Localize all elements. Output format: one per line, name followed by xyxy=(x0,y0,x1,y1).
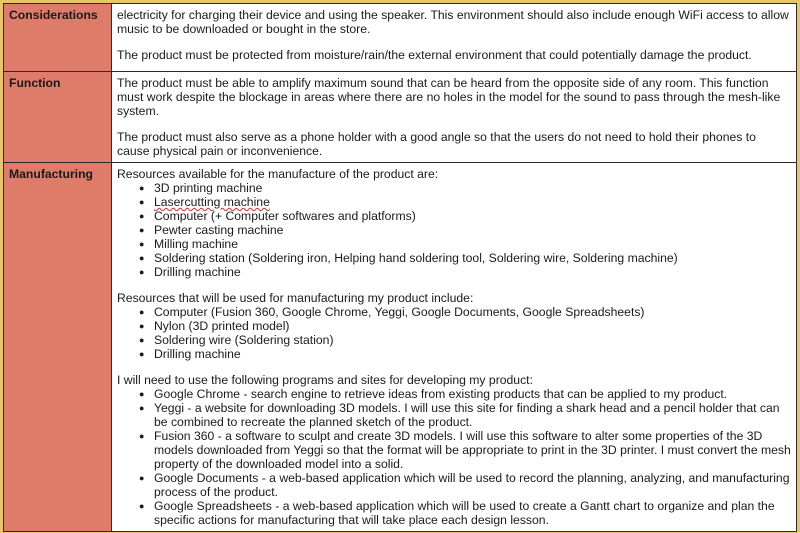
spellcheck-flagged-text: Lasercutting machine xyxy=(154,195,270,209)
list-item: ● Pewter casting machine xyxy=(154,223,791,237)
row-label-manufacturing: Manufacturing xyxy=(4,163,112,532)
bulleted-list xyxy=(117,305,791,361)
list-item: ● Nylon (3D printed model) xyxy=(154,319,791,333)
list-item: ● Drilling machine xyxy=(154,265,791,279)
list-item: ● Google Documents - a web-based application which will be used to record the planning, analyzing, and manufacturing process of the product. xyxy=(154,471,791,499)
row-content-function xyxy=(112,72,797,163)
list-item: ● Google Chrome - search engine to retrieve ideas from existing products that can be applied to my product. xyxy=(154,387,791,401)
table-row-considerations xyxy=(4,4,797,72)
paragraph: The product must be able to amplify maximum sound that can be heard from the opposite side of any room. This function must work despite the blockage in areas where there are no holes in the model for the sound to pass through the mesh-like system. xyxy=(117,76,781,118)
list-item: ● Fusion 360 - a software to sculpt and create 3D models. I will use this software to alter some properties of the 3D models downloaded from Yeggi so that the format will be appropriate to print in the 3D printer. I must convert the mesh property of the downloaded model into a solid. xyxy=(154,429,791,471)
bulleted-list xyxy=(117,181,791,279)
list-item: ● Soldering wire (Soldering station) xyxy=(154,333,791,347)
section-intro: I will need to use the following programs and sites for developing my product: xyxy=(117,373,533,387)
list-item: ● Soldering station (Soldering iron, Helping hand soldering tool, Soldering wire, Soldering machine) xyxy=(154,251,791,265)
paragraph: electricity for charging their device and using the speaker. This environment should also include enough WiFi access to allow music to be downloaded or bought in the store. xyxy=(117,8,789,36)
list-item: ● Yeggi - a website for downloading 3D models. I will use this site for finding a shark head and a pencil holder that can be combined to recreate the planned sketch of the product. xyxy=(154,401,791,429)
specification-table xyxy=(3,3,797,532)
bulleted-list xyxy=(117,387,791,527)
section-intro: Resources that will be used for manufacturing my product include: xyxy=(117,291,474,305)
list-item: ● Google Spreadsheets - a web-based application which will be used to create a Gantt chart to organize and plan the specific actions for manufacturing that will take place each design lesson. xyxy=(154,499,791,527)
list-item xyxy=(154,195,791,209)
list-item: ● 3D printing machine xyxy=(154,181,791,195)
list-item: ● Computer (Fusion 360, Google Chrome, Yeggi, Google Documents, Google Spreadsheets) xyxy=(154,305,791,319)
row-label-function: Function xyxy=(4,72,112,163)
row-label-considerations: Considerations xyxy=(4,4,112,72)
section-intro: Resources available for the manufacture of the product are: xyxy=(117,167,439,181)
list-item: ● Computer (+ Computer softwares and platforms) xyxy=(154,209,791,223)
row-content-considerations xyxy=(112,4,797,72)
paragraph: The product must be protected from moisture/rain/the external environment that could potentially damage the product. xyxy=(117,48,752,62)
table-row-manufacturing xyxy=(4,163,797,532)
list-item: ● Milling machine xyxy=(154,237,791,251)
table-row-function xyxy=(4,72,797,163)
paragraph: The product must also serve as a phone holder with a good angle so that the users do not need to hold their phones to cause physical pain or inconvenience. xyxy=(117,130,756,158)
list-item: ● Drilling machine xyxy=(154,347,791,361)
row-content-manufacturing xyxy=(112,163,797,532)
